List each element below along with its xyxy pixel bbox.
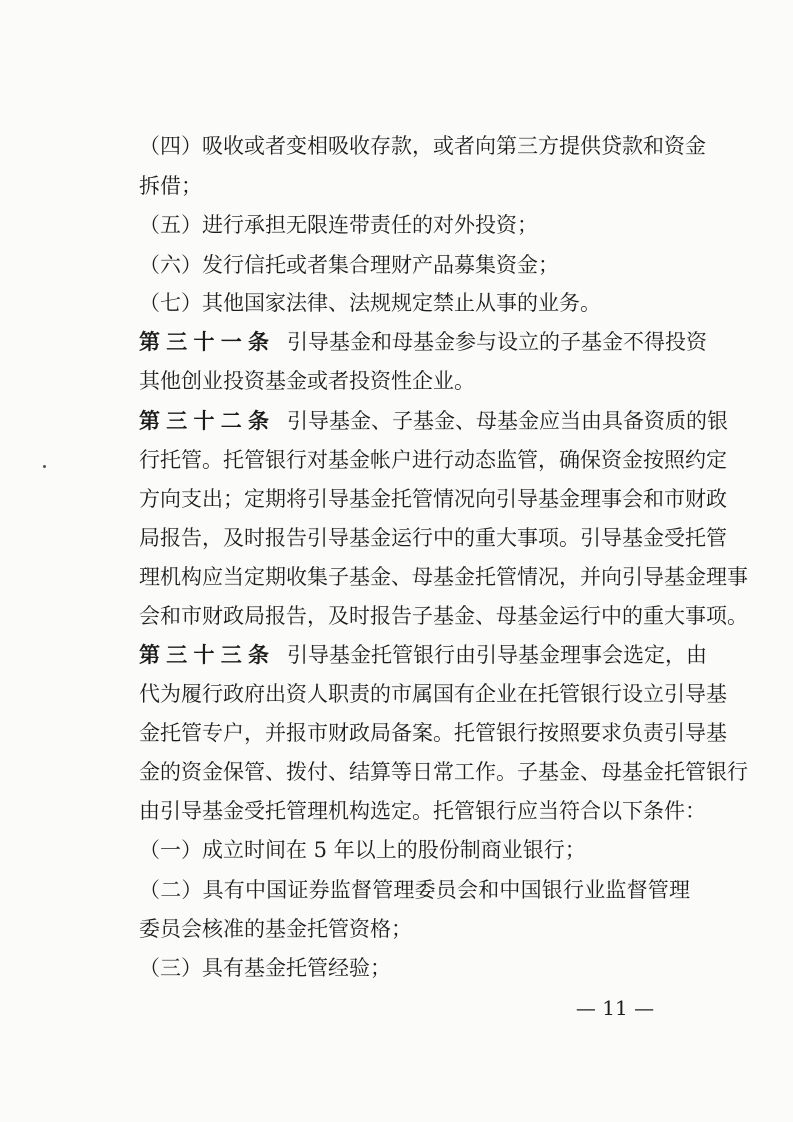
text-line-content: 代为履行政府出资人职责的市属国有企业在托管银行设立引导基 (139, 682, 727, 706)
text-line-content: 金托管专户，并报市财政局备案。托管银行按照要求负责引导基 (139, 721, 727, 745)
text-line-content: （四）吸收或者变相吸收存款，或者向第三方提供贷款和资金 (139, 134, 706, 158)
text-line-content: 金的资金保管、拨付、结算等日常工作。子基金、母基金托管银行 (139, 760, 748, 784)
text-line (0, 480, 793, 518)
text-line (0, 127, 793, 165)
text-line-content: 其他创业投资基金或者投资性企业。 (139, 369, 475, 393)
text-line-content: （三）具有基金托管经验； (139, 956, 391, 980)
text-line-content: 引导基金和母基金参与设立的子基金不得投资 (287, 330, 707, 354)
text-line (0, 753, 793, 791)
text-line (0, 441, 793, 479)
text-line-content: （五）进行承担无限连带责任的对外投资； (139, 213, 538, 237)
text-line (0, 284, 793, 322)
text-line (0, 519, 793, 557)
text-line (0, 558, 793, 596)
text-line-content: （七）其他国家法律、法规规定禁止从事的业务。 (139, 291, 601, 315)
text-line (0, 792, 793, 830)
text-line-content: （二）具有中国证券监督管理委员会和中国银行业监督管理 (139, 878, 690, 902)
text-line (0, 831, 793, 869)
text-line (0, 910, 793, 948)
text-line (0, 362, 793, 400)
text-line-content: 局报告，及时报告引导基金运行中的重大事项。引导基金受托管 (139, 526, 727, 550)
text-line (0, 206, 793, 244)
text-line-content: 方向支出；定期将引导基金托管情况向引导基金理事会和市财政 (139, 487, 727, 511)
text-line-content: 理机构应当定期收集子基金、母基金托管情况，并向引导基金理事 (139, 565, 748, 589)
page-number: — 11 — (575, 996, 655, 1020)
text-line (0, 675, 793, 713)
text-line (0, 323, 793, 361)
text-line-content: （一）成立时间在 5 年以上的股份制商业银行； (139, 838, 586, 862)
text-line-content: 由引导基金受托管理机构选定。托管银行应当符合以下条件： (139, 799, 706, 823)
text-line-content: 行托管。托管银行对基金帐户进行动态监管，确保资金按照约定 (139, 448, 727, 472)
text-line (0, 949, 793, 987)
text-line (0, 597, 793, 635)
article-number: 第三十三条 (139, 643, 269, 667)
text-line (0, 167, 793, 205)
text-line-content: 委员会核准的基金托管资格； (139, 917, 412, 941)
text-line-content: （六）发行信托或者集合理财产品募集资金； (139, 253, 559, 277)
text-line-content: 会和市财政局报告，及时报告子基金、母基金运行中的重大事项。 (139, 604, 748, 628)
text-line (0, 246, 793, 284)
text-line-content: 拆借； (139, 174, 202, 198)
text-line-content: 引导基金、子基金、母基金应当由具备资质的银 (287, 409, 728, 433)
article-number: 第三十一条 (139, 330, 269, 354)
article-number: 第三十二条 (139, 409, 269, 433)
text-line (0, 871, 793, 909)
text-line (0, 402, 793, 440)
text-line (0, 714, 793, 752)
text-line-content: 引导基金托管银行由引导基金理事会选定，由 (287, 643, 707, 667)
text-line (0, 636, 793, 674)
